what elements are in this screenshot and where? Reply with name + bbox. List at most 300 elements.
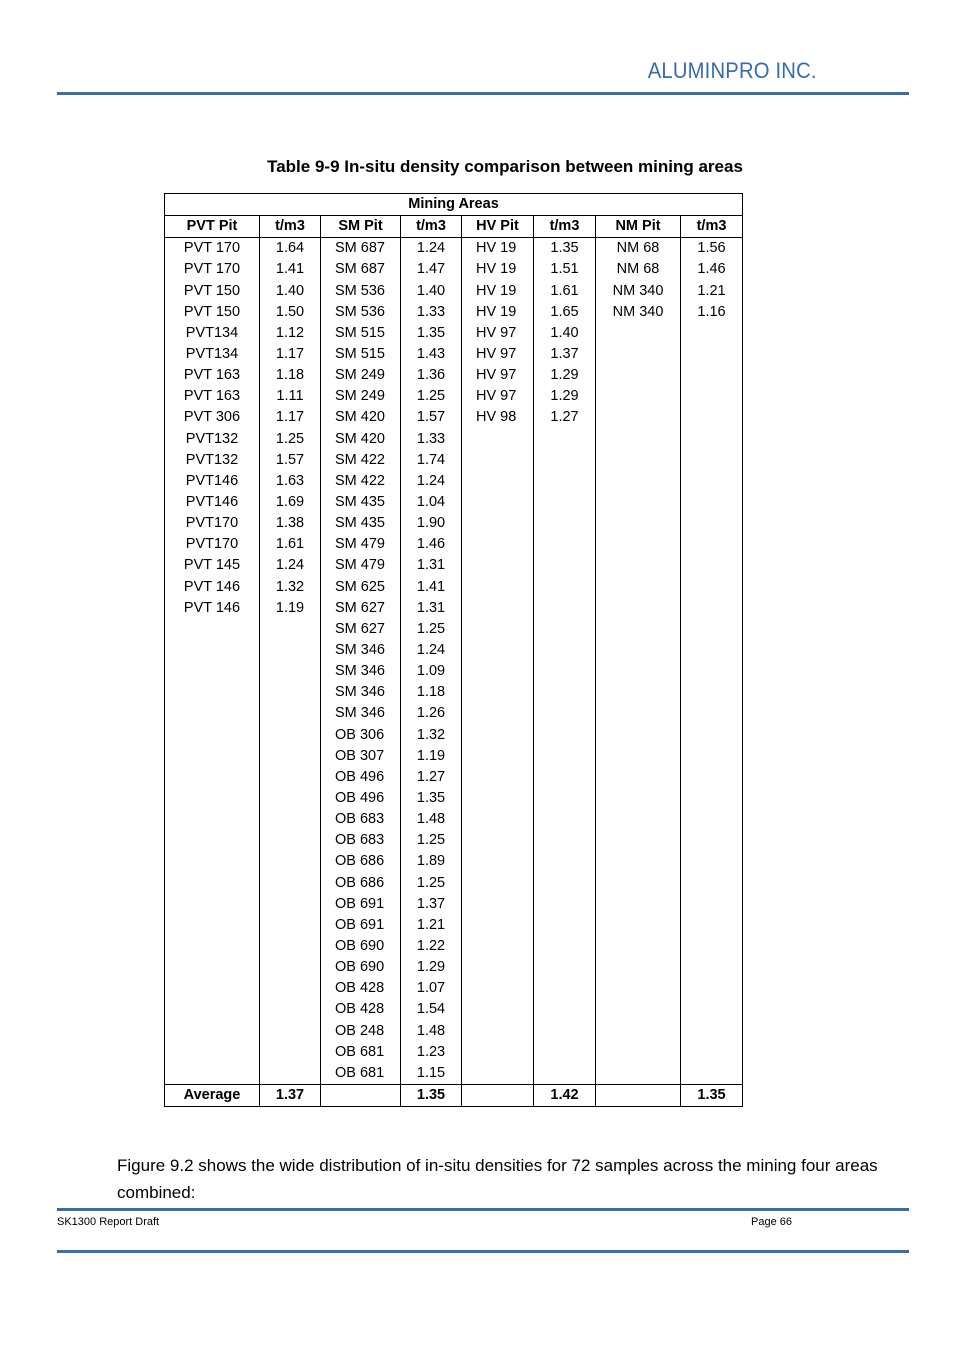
table-cell <box>462 661 534 682</box>
table-row <box>165 238 743 260</box>
table-cell <box>681 429 743 450</box>
column-header: t/m3 <box>534 216 596 238</box>
table-cell <box>462 682 534 703</box>
table-cell: 1.57 <box>260 450 321 471</box>
table-cell <box>596 323 681 344</box>
table-cell <box>681 386 743 407</box>
table-cell <box>596 703 681 724</box>
table-cell <box>534 851 596 872</box>
table-cell <box>534 661 596 682</box>
table-cell <box>681 640 743 661</box>
table-cell: OB 681 <box>321 1042 401 1063</box>
table-cell <box>260 788 321 809</box>
table-cell <box>260 1042 321 1063</box>
table-cell: 1.24 <box>401 640 462 661</box>
table-cell: 1.40 <box>260 281 321 302</box>
table-cell: SM 687 <box>321 259 401 280</box>
table-cell: SM 625 <box>321 577 401 598</box>
table-cell: NM 68 <box>596 259 681 280</box>
table-cell <box>534 450 596 471</box>
table-cell: 1.31 <box>401 555 462 576</box>
table-cell: 1.32 <box>401 725 462 746</box>
table-cell <box>681 1020 743 1041</box>
table-cell: 1.25 <box>401 873 462 894</box>
table-cell <box>462 957 534 978</box>
average-value: 1.35 <box>401 1084 462 1106</box>
table-cell <box>260 957 321 978</box>
table-cell <box>462 936 534 957</box>
table-cell <box>260 661 321 682</box>
table-cell <box>165 725 260 746</box>
table-cell <box>534 513 596 534</box>
table-cell <box>681 450 743 471</box>
table-cell: 1.19 <box>260 598 321 619</box>
table-cell <box>462 894 534 915</box>
table-cell <box>596 957 681 978</box>
table-cell <box>165 936 260 957</box>
table-cell <box>534 492 596 513</box>
table-cell <box>165 640 260 661</box>
table-cell <box>534 577 596 598</box>
table-row <box>165 682 743 703</box>
table-cell <box>534 619 596 640</box>
table-row <box>165 344 743 365</box>
table-cell: SM 346 <box>321 703 401 724</box>
table-cell: 1.15 <box>401 1063 462 1085</box>
table-cell <box>165 830 260 851</box>
table-title: Table 9-9 In-situ density comparison between mining areas <box>267 157 743 176</box>
table-cell <box>462 555 534 576</box>
table-cell: 1.64 <box>260 238 321 260</box>
table-cell <box>534 873 596 894</box>
table-row <box>165 640 743 661</box>
table-cell <box>462 703 534 724</box>
table-cell: 1.36 <box>401 365 462 386</box>
table-cell <box>165 1020 260 1041</box>
table-cell: OB 428 <box>321 978 401 999</box>
table-cell <box>165 915 260 936</box>
table-cell <box>596 915 681 936</box>
table-cell: 1.12 <box>260 323 321 344</box>
table-cell: 1.19 <box>401 746 462 767</box>
table-cell <box>534 429 596 450</box>
table-cell: SM 627 <box>321 619 401 640</box>
table-cell: 1.07 <box>401 978 462 999</box>
table-cell <box>596 999 681 1020</box>
table-cell <box>596 1020 681 1041</box>
table-cell: SM 420 <box>321 429 401 450</box>
table-cell: OB 691 <box>321 915 401 936</box>
table-cell <box>596 492 681 513</box>
table-cell <box>596 386 681 407</box>
table-cell <box>462 999 534 1020</box>
table-cell: SM 515 <box>321 323 401 344</box>
table-cell <box>260 1063 321 1085</box>
table-cell: SM 346 <box>321 661 401 682</box>
table-cell: OB 690 <box>321 957 401 978</box>
table-cell <box>681 1042 743 1063</box>
table-cell: SM 249 <box>321 365 401 386</box>
table-cell <box>596 450 681 471</box>
table-cell <box>596 513 681 534</box>
table-cell: OB 683 <box>321 809 401 830</box>
table-cell: 1.63 <box>260 471 321 492</box>
table-cell <box>165 957 260 978</box>
table-cell <box>596 830 681 851</box>
table-cell <box>681 365 743 386</box>
table-cell <box>534 555 596 576</box>
table-row <box>165 302 743 323</box>
table-cell <box>462 619 534 640</box>
table-cell: HV 97 <box>462 386 534 407</box>
table-cell <box>596 598 681 619</box>
table-cell <box>681 703 743 724</box>
table-cell: 1.51 <box>534 259 596 280</box>
table-cell: 1.09 <box>401 661 462 682</box>
table-cell: 1.65 <box>534 302 596 323</box>
table-cell <box>462 598 534 619</box>
table-cell: 1.40 <box>401 281 462 302</box>
table-cell: PVT170 <box>165 534 260 555</box>
table-row <box>165 619 743 640</box>
table-cell <box>681 894 743 915</box>
table-cell <box>681 936 743 957</box>
table-cell <box>596 365 681 386</box>
table-cell <box>462 725 534 746</box>
table-cell: PVT 170 <box>165 259 260 280</box>
table-cell: OB 428 <box>321 999 401 1020</box>
average-value: 1.42 <box>534 1084 596 1106</box>
table-cell <box>534 915 596 936</box>
table-row <box>165 746 743 767</box>
table-cell: 1.04 <box>401 492 462 513</box>
table-cell <box>681 999 743 1020</box>
table-cell <box>596 577 681 598</box>
table-cell: 1.31 <box>401 598 462 619</box>
table-cell: 1.48 <box>401 809 462 830</box>
table-cell: 1.41 <box>401 577 462 598</box>
table-cell <box>260 936 321 957</box>
table-cell <box>534 809 596 830</box>
table-cell: 1.26 <box>401 703 462 724</box>
average-label: Average <box>165 1084 260 1106</box>
table-cell: SM 346 <box>321 640 401 661</box>
table-cell <box>260 1020 321 1041</box>
table-cell: SM 422 <box>321 471 401 492</box>
table-cell: SM 422 <box>321 450 401 471</box>
table-cell <box>681 598 743 619</box>
table-cell <box>681 725 743 746</box>
average-value <box>596 1084 681 1106</box>
table-cell: SM 249 <box>321 386 401 407</box>
table-cell: OB 691 <box>321 894 401 915</box>
table-cell: OB 681 <box>321 1063 401 1085</box>
table-cell: PVT 163 <box>165 386 260 407</box>
table-cell <box>165 661 260 682</box>
table-row <box>165 513 743 534</box>
table-cell: 1.29 <box>534 365 596 386</box>
table-cell: 1.25 <box>401 830 462 851</box>
table-cell: 1.48 <box>401 1020 462 1041</box>
table-cell: 1.24 <box>260 555 321 576</box>
table-cell <box>534 999 596 1020</box>
table-cell <box>534 1042 596 1063</box>
table-cell: 1.35 <box>401 788 462 809</box>
table-cell: PVT134 <box>165 323 260 344</box>
table-cell: 1.24 <box>401 471 462 492</box>
table-cell <box>462 767 534 788</box>
table-cell: PVT 170 <box>165 238 260 260</box>
table-cell: PVT 150 <box>165 281 260 302</box>
table-cell <box>534 788 596 809</box>
table-cell <box>596 978 681 999</box>
table-cell <box>596 936 681 957</box>
table-cell: PVT 145 <box>165 555 260 576</box>
table-cell <box>534 936 596 957</box>
table-cell <box>596 725 681 746</box>
body-paragraph: Figure 9.2 shows the wide distribution of in-situ densities for 72 samples across the mining four areas combined: <box>117 1156 878 1202</box>
table-cell <box>681 534 743 555</box>
average-value <box>462 1084 534 1106</box>
table-cell: 1.40 <box>534 323 596 344</box>
average-value: 1.37 <box>260 1084 321 1106</box>
table-cell <box>534 746 596 767</box>
table-cell <box>596 640 681 661</box>
table-row <box>165 492 743 513</box>
table-cell: SM 435 <box>321 513 401 534</box>
table-row <box>165 577 743 598</box>
table-cell: 1.18 <box>401 682 462 703</box>
table-cell <box>462 873 534 894</box>
table-cell: 1.22 <box>401 936 462 957</box>
table-cell <box>534 725 596 746</box>
column-header: HV Pit <box>462 216 534 238</box>
table-cell <box>260 978 321 999</box>
table-cell: PVT146 <box>165 471 260 492</box>
table-cell <box>165 894 260 915</box>
table-cell <box>681 619 743 640</box>
table-cell: 1.56 <box>681 238 743 260</box>
table-cell: SM 627 <box>321 598 401 619</box>
table-row <box>165 534 743 555</box>
table-cell <box>260 873 321 894</box>
table-cell: 1.69 <box>260 492 321 513</box>
table-row <box>165 1042 743 1063</box>
table-cell: OB 496 <box>321 767 401 788</box>
table-cell <box>260 746 321 767</box>
table-cell: 1.23 <box>401 1042 462 1063</box>
table-row <box>165 809 743 830</box>
table-cell: 1.54 <box>401 999 462 1020</box>
table-cell <box>260 703 321 724</box>
table-cell: 1.18 <box>260 365 321 386</box>
table-cell <box>596 809 681 830</box>
table-cell <box>596 873 681 894</box>
table-cell <box>165 1063 260 1085</box>
table-cell <box>596 555 681 576</box>
table-row <box>165 259 743 280</box>
table-cell <box>681 873 743 894</box>
table-cell <box>462 978 534 999</box>
table-cell: 1.33 <box>401 302 462 323</box>
table-cell <box>260 809 321 830</box>
table-cell: 1.25 <box>401 619 462 640</box>
table-row <box>165 365 743 386</box>
table-cell <box>596 682 681 703</box>
table-cell <box>260 619 321 640</box>
table-cell <box>165 978 260 999</box>
table-cell <box>681 957 743 978</box>
table-row <box>165 788 743 809</box>
table-row <box>165 830 743 851</box>
table-cell: 1.35 <box>534 238 596 260</box>
table-cell: 1.41 <box>260 259 321 280</box>
table-cell: PVT 306 <box>165 407 260 428</box>
table-row <box>165 915 743 936</box>
table-cell <box>165 873 260 894</box>
table-cell <box>165 703 260 724</box>
table-cell <box>260 767 321 788</box>
table-cell: SM 346 <box>321 682 401 703</box>
table-cell: 1.16 <box>681 302 743 323</box>
table-cell <box>681 471 743 492</box>
table-cell: NM 68 <box>596 238 681 260</box>
table-cell <box>534 471 596 492</box>
table-cell <box>260 830 321 851</box>
table-cell: SM 435 <box>321 492 401 513</box>
table-cell: OB 690 <box>321 936 401 957</box>
table-column-header-row <box>165 216 743 238</box>
table-cell: PVT 163 <box>165 365 260 386</box>
table-cell <box>596 1042 681 1063</box>
table-cell: HV 19 <box>462 302 534 323</box>
table-cell: OB 686 <box>321 851 401 872</box>
table-cell <box>462 492 534 513</box>
table-cell: OB 686 <box>321 873 401 894</box>
table-cell: 1.24 <box>401 238 462 260</box>
table-cell <box>462 915 534 936</box>
table-cell <box>462 640 534 661</box>
table-row <box>165 429 743 450</box>
table-cell <box>260 894 321 915</box>
table-cell: 1.46 <box>681 259 743 280</box>
table-cell: 1.89 <box>401 851 462 872</box>
table-cell: 1.46 <box>401 534 462 555</box>
table-cell: 1.61 <box>534 281 596 302</box>
table-cell <box>534 767 596 788</box>
table-row <box>165 661 743 682</box>
density-table <box>164 193 743 1107</box>
table-row <box>165 999 743 1020</box>
table-cell <box>534 640 596 661</box>
footer-document-name: SK1300 Report Draft <box>57 1216 160 1228</box>
table-cell <box>462 1020 534 1041</box>
table-cell <box>681 577 743 598</box>
table-cell <box>681 323 743 344</box>
mining-areas-header: Mining Areas <box>165 194 743 216</box>
table-cell: HV 97 <box>462 344 534 365</box>
company-name: ALUMINPRO INC. <box>647 58 817 83</box>
table-cell <box>462 471 534 492</box>
table-cell: 1.61 <box>260 534 321 555</box>
table-cell: HV 97 <box>462 323 534 344</box>
table-cell <box>596 746 681 767</box>
table-cell: 1.17 <box>260 344 321 365</box>
table-cell <box>681 344 743 365</box>
table-cell: OB 307 <box>321 746 401 767</box>
table-cell: SM 420 <box>321 407 401 428</box>
table-cell <box>260 725 321 746</box>
table-cell: HV 98 <box>462 407 534 428</box>
table-cell <box>165 1042 260 1063</box>
table-cell: OB 306 <box>321 725 401 746</box>
table-cell <box>462 577 534 598</box>
table-cell: OB 496 <box>321 788 401 809</box>
table-cell <box>596 619 681 640</box>
table-cell <box>462 1042 534 1063</box>
table-cell <box>681 767 743 788</box>
table-cell <box>681 513 743 534</box>
table-cell <box>534 1020 596 1041</box>
table-cell: SM 479 <box>321 534 401 555</box>
table-cell: 1.27 <box>534 407 596 428</box>
table-cell <box>462 809 534 830</box>
table-cell <box>462 851 534 872</box>
table-cell: 1.38 <box>260 513 321 534</box>
table-cell <box>596 661 681 682</box>
table-cell: NM 340 <box>596 281 681 302</box>
table-cell <box>462 1063 534 1085</box>
table-cell <box>681 746 743 767</box>
table-cell <box>534 682 596 703</box>
table-group-header-row <box>165 194 743 216</box>
table-cell: 1.25 <box>260 429 321 450</box>
table-cell: 1.74 <box>401 450 462 471</box>
table-cell: 1.33 <box>401 429 462 450</box>
column-header: t/m3 <box>681 216 743 238</box>
table-row <box>165 281 743 302</box>
table-cell <box>462 534 534 555</box>
table-row <box>165 873 743 894</box>
table-cell <box>681 915 743 936</box>
table-cell: HV 19 <box>462 259 534 280</box>
table-row <box>165 936 743 957</box>
table-cell <box>165 619 260 640</box>
table-cell <box>596 894 681 915</box>
table-cell: 1.37 <box>534 344 596 365</box>
table-cell: PVT 146 <box>165 577 260 598</box>
table-cell: 1.29 <box>401 957 462 978</box>
table-cell <box>681 978 743 999</box>
table-cell <box>462 830 534 851</box>
table-cell <box>165 767 260 788</box>
table-row <box>165 555 743 576</box>
table-row <box>165 323 743 344</box>
table-cell <box>462 788 534 809</box>
table-cell <box>462 746 534 767</box>
table-cell: 1.37 <box>401 894 462 915</box>
table-row <box>165 703 743 724</box>
table-cell: 1.11 <box>260 386 321 407</box>
table-cell <box>534 1063 596 1085</box>
footer-page-number: Page 66 <box>751 1216 792 1228</box>
table-cell <box>260 851 321 872</box>
table-cell: 1.90 <box>401 513 462 534</box>
table-cell <box>596 344 681 365</box>
table-cell <box>534 703 596 724</box>
average-row <box>165 1084 743 1106</box>
table-row <box>165 1063 743 1085</box>
